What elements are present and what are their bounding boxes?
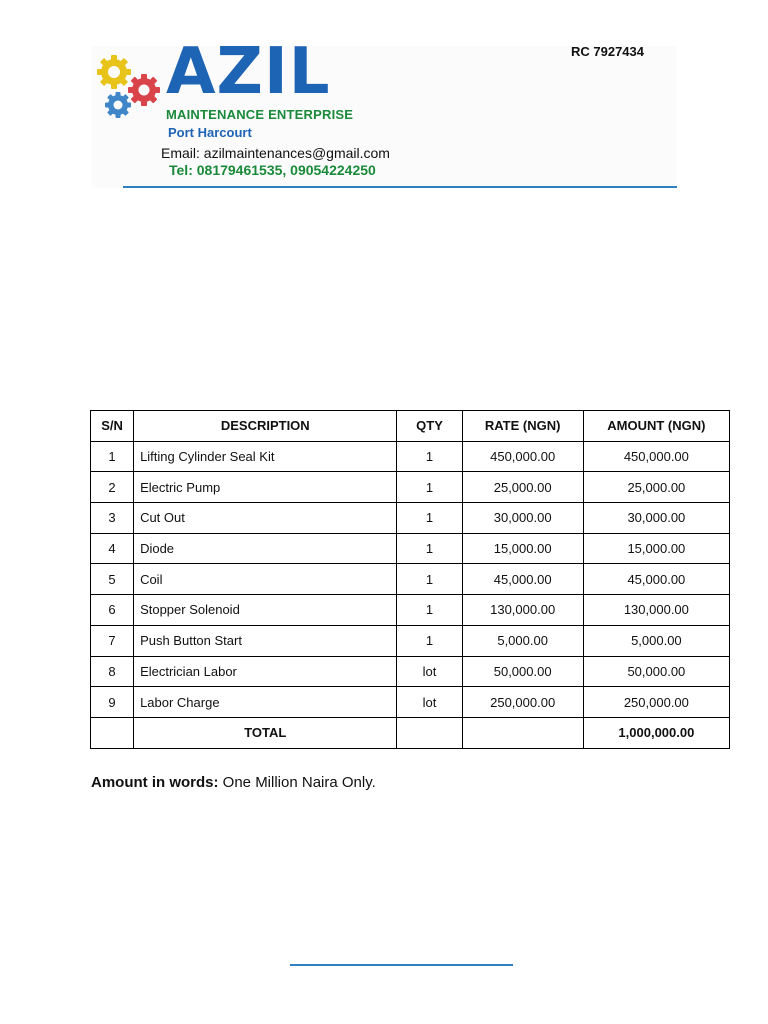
rc-number: RC 7927434 bbox=[571, 44, 644, 59]
header-qty: QTY bbox=[397, 411, 462, 442]
cell-rate: 30,000.00 bbox=[462, 503, 583, 534]
cell-description: Electrician Labor bbox=[134, 656, 397, 687]
header-rate: RATE (NGN) bbox=[462, 411, 583, 442]
header-divider bbox=[123, 186, 677, 188]
cell-rate: 25,000.00 bbox=[462, 472, 583, 503]
cell-amount: 50,000.00 bbox=[583, 656, 729, 687]
amount-in-words-label: Amount in words: bbox=[91, 774, 219, 791]
total-row bbox=[91, 717, 730, 748]
cell-amount: 5,000.00 bbox=[583, 625, 729, 656]
cell-amount: 15,000.00 bbox=[583, 533, 729, 564]
brand-name: AZIL bbox=[166, 35, 331, 109]
header-description: DESCRIPTION bbox=[134, 411, 397, 442]
total-amount: 1,000,000.00 bbox=[583, 717, 729, 748]
cell-qty: 1 bbox=[397, 595, 462, 626]
cell-description: Electric Pump bbox=[134, 472, 397, 503]
cell-sn: 1 bbox=[91, 441, 134, 472]
gears-icon bbox=[94, 50, 164, 122]
cell-amount: 250,000.00 bbox=[583, 687, 729, 718]
cell-amount: 30,000.00 bbox=[583, 503, 729, 534]
table-row bbox=[91, 503, 730, 534]
table-row bbox=[91, 595, 730, 626]
brand-city: Port Harcourt bbox=[168, 125, 252, 140]
cell-qty: 1 bbox=[397, 441, 462, 472]
cell-rate: 450,000.00 bbox=[462, 441, 583, 472]
cell-qty: 1 bbox=[397, 503, 462, 534]
cell-qty: 1 bbox=[397, 533, 462, 564]
total-sn-cell bbox=[91, 717, 134, 748]
brand-subtitle: MAINTENANCE ENTERPRISE bbox=[166, 107, 354, 122]
header-amount: AMOUNT (NGN) bbox=[583, 411, 729, 442]
cell-description: Stopper Solenoid bbox=[134, 595, 397, 626]
contact-email: Email: azilmaintenances@gmail.com bbox=[161, 145, 390, 161]
table-header-row bbox=[91, 411, 730, 442]
table-row bbox=[91, 533, 730, 564]
table-row bbox=[91, 564, 730, 595]
cell-amount: 25,000.00 bbox=[583, 472, 729, 503]
cell-qty: lot bbox=[397, 656, 462, 687]
cell-amount: 450,000.00 bbox=[583, 441, 729, 472]
cell-rate: 15,000.00 bbox=[462, 533, 583, 564]
table-row bbox=[91, 625, 730, 656]
cell-rate: 50,000.00 bbox=[462, 656, 583, 687]
cell-sn: 6 bbox=[91, 595, 134, 626]
cell-sn: 4 bbox=[91, 533, 134, 564]
cell-rate: 250,000.00 bbox=[462, 687, 583, 718]
cell-qty: lot bbox=[397, 687, 462, 718]
cell-description: Cut Out bbox=[134, 503, 397, 534]
table-row bbox=[91, 656, 730, 687]
header-sn: S/N bbox=[91, 411, 134, 442]
cell-description: Diode bbox=[134, 533, 397, 564]
total-label: TOTAL bbox=[134, 717, 397, 748]
cell-qty: 1 bbox=[397, 625, 462, 656]
cell-description: Lifting Cylinder Seal Kit bbox=[134, 441, 397, 472]
cell-description: Labor Charge bbox=[134, 687, 397, 718]
cell-sn: 2 bbox=[91, 472, 134, 503]
signature-line bbox=[290, 964, 513, 966]
table-row bbox=[91, 472, 730, 503]
cell-rate: 5,000.00 bbox=[462, 625, 583, 656]
cell-amount: 130,000.00 bbox=[583, 595, 729, 626]
cell-description: Coil bbox=[134, 564, 397, 595]
cell-rate: 130,000.00 bbox=[462, 595, 583, 626]
cell-qty: 1 bbox=[397, 564, 462, 595]
cell-rate: 45,000.00 bbox=[462, 564, 583, 595]
cell-description: Push Button Start bbox=[134, 625, 397, 656]
cell-sn: 8 bbox=[91, 656, 134, 687]
cell-amount: 45,000.00 bbox=[583, 564, 729, 595]
amount-in-words bbox=[91, 774, 376, 791]
cell-sn: 7 bbox=[91, 625, 134, 656]
cell-sn: 9 bbox=[91, 687, 134, 718]
table-row bbox=[91, 441, 730, 472]
total-qty-cell bbox=[397, 717, 462, 748]
cell-qty: 1 bbox=[397, 472, 462, 503]
amount-in-words-value: One Million Naira Only. bbox=[222, 774, 376, 791]
table-row bbox=[91, 687, 730, 718]
cell-sn: 5 bbox=[91, 564, 134, 595]
invoice-table bbox=[90, 410, 730, 749]
cell-sn: 3 bbox=[91, 503, 134, 534]
contact-phone: Tel: 08179461535, 09054224250 bbox=[169, 162, 376, 178]
total-rate-cell bbox=[462, 717, 583, 748]
